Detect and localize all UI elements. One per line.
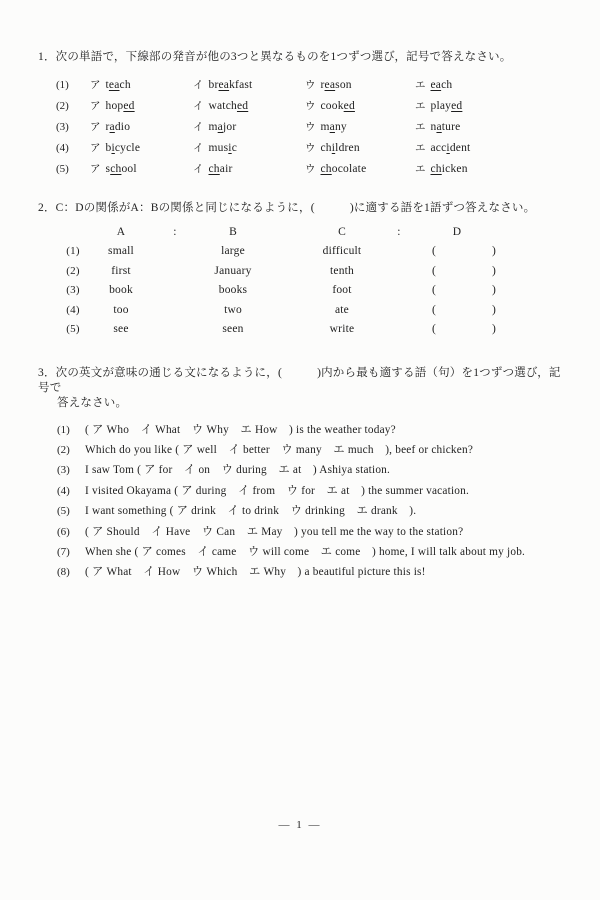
choice-item [38, 522, 562, 542]
word-b: seen [222, 323, 244, 335]
colon-spacer [152, 262, 198, 282]
option-word: nature [430, 121, 461, 133]
blank-open-paren: ( [432, 323, 437, 335]
answer-blank [412, 320, 502, 340]
option-kana: ア [90, 80, 101, 91]
underlined-letters: i [331, 142, 336, 154]
option-word: hoped [105, 100, 135, 112]
header-col-c: C [338, 226, 346, 238]
header-col-d: D [452, 226, 462, 238]
pronunciation-rows [38, 75, 562, 180]
item-number: (5) [57, 505, 70, 518]
spacer [268, 242, 298, 262]
item-number: (1) [57, 423, 70, 436]
option-word: major [208, 121, 237, 133]
choice-item [38, 460, 562, 480]
pronunciation-row [38, 75, 562, 96]
pronunciation-option [415, 159, 562, 180]
choice-sentence: When she ( ア comes イ came ウ will come エ come ) home, I will talk about my job. [85, 545, 526, 558]
header-col-b: B [229, 226, 237, 238]
item-number: (4) [66, 303, 80, 316]
spacer [268, 320, 298, 340]
section3-title-line1: 3．次の英文が意味の通じる文になるように，( )内から最も適する語（句）を1つずつ選び，記号で [38, 366, 561, 394]
option-word: breakfast [208, 79, 253, 91]
item-number: (6) [57, 525, 70, 538]
pronunciation-option [305, 75, 415, 96]
option-word: children [320, 142, 360, 154]
item-number: (7) [57, 545, 70, 558]
analogy-row [38, 262, 562, 282]
option-kana: ア [90, 101, 101, 112]
choice-item [38, 481, 562, 501]
word-a: too [113, 303, 129, 316]
colon-spacer [152, 320, 198, 340]
underlined-letters: ch [430, 163, 442, 175]
option-word: many [320, 121, 347, 133]
pronunciation-option [90, 159, 193, 180]
pronunciation-option [305, 159, 415, 180]
spacer [268, 281, 298, 301]
underlined-letters: i [228, 142, 232, 154]
word-c: foot [332, 284, 352, 296]
header-colon-2: : [397, 226, 401, 238]
pronunciation-option [193, 96, 305, 117]
pronunciation-row [38, 117, 562, 138]
underlined-letters: a [329, 121, 335, 133]
word-a: book [109, 284, 133, 296]
pronunciation-option [90, 117, 193, 138]
item-number: (2) [56, 100, 69, 112]
choice-sentence: ( ア What イ How ウ Which エ Why ) a beautiful picture this is! [85, 566, 426, 579]
page-number: — 1 — [278, 819, 322, 831]
underlined-letters: ea [430, 79, 442, 91]
blank-close-paren: ) [491, 245, 496, 257]
choice-sentence: ( ア Should イ Have ウ Can エ May ) you tell me the way to the station? [85, 525, 464, 538]
answer-blank [412, 281, 502, 301]
pronunciation-option [415, 117, 562, 138]
word-a: see [113, 323, 129, 335]
option-word: radio [105, 121, 131, 133]
header-colon-1: : [173, 226, 177, 238]
pronunciation-option [193, 159, 305, 180]
word-b: January [214, 264, 252, 277]
word-c: tenth [330, 264, 354, 277]
blank-close-paren: ) [491, 264, 496, 277]
option-kana: エ [415, 101, 426, 112]
underlined-letters: a [436, 121, 442, 133]
option-kana: エ [415, 143, 426, 154]
choice-sentence: I visited Okayama ( ア during イ from ウ for エ at ) the summer vacation. [85, 484, 469, 497]
section-analogy [38, 201, 562, 340]
option-kana: ウ [305, 101, 316, 112]
option-word: cooked [320, 100, 355, 112]
header-spacer [38, 222, 90, 242]
item-number: (2) [66, 264, 80, 277]
choice-sentence: I saw Tom ( ア for イ on ウ during エ at ) Ashiya station. [85, 464, 391, 477]
colon-spacer [152, 301, 198, 321]
answer-blank [412, 242, 502, 262]
underlined-letters: ed [343, 100, 355, 112]
option-kana: ウ [305, 143, 316, 154]
choice-sentence: Which do you like ( ア well イ better ウ many エ much ), beef or chicken? [85, 443, 474, 456]
underlined-letters: ed [123, 100, 135, 112]
underlined-letters: ed [451, 100, 463, 112]
header-col-a: A [116, 226, 126, 238]
colon-spacer [152, 281, 198, 301]
pronunciation-option [193, 138, 305, 159]
word-b: books [218, 284, 248, 296]
analogy-header-row [38, 222, 562, 242]
spacer [268, 301, 298, 321]
underlined-letters: ea [324, 79, 336, 91]
option-word: music [208, 142, 237, 154]
pronunciation-option [90, 75, 193, 96]
pronunciation-row [38, 96, 562, 117]
analogy-row [38, 320, 562, 340]
spacer [268, 262, 298, 282]
option-kana: ア [90, 164, 101, 175]
choice-item [38, 562, 562, 582]
pronunciation-option [415, 96, 562, 117]
answer-blank [412, 262, 502, 282]
pronunciation-option [193, 75, 305, 96]
colon-spacer-2 [386, 320, 412, 340]
pronunciation-row [38, 138, 562, 159]
option-word: accident [430, 142, 471, 154]
choice-item [38, 440, 562, 460]
blank-open-paren: ( [432, 245, 437, 257]
option-kana: ア [90, 122, 101, 133]
underlined-letters: a [109, 121, 115, 133]
word-c: difficult [322, 245, 362, 257]
item-number: (2) [57, 443, 70, 456]
pronunciation-option [305, 96, 415, 117]
underlined-letters: ch [320, 163, 332, 175]
section1-title: 1．次の単語で，下線部の発音が他の3つと異なるものを1つずつ選び，記号で答えなさい。 [38, 51, 512, 63]
option-word: watched [208, 100, 249, 112]
choice-item [38, 501, 562, 521]
pronunciation-option [305, 138, 415, 159]
underlined-letters: ch [208, 163, 220, 175]
section3-title-line2: 答えなさい。 [57, 396, 128, 409]
underlined-letters: ch [110, 163, 122, 175]
item-number: (5) [66, 323, 80, 335]
colon-spacer [152, 242, 198, 262]
option-word: teach [105, 79, 131, 91]
item-number: (3) [66, 284, 80, 296]
pronunciation-option [415, 75, 562, 96]
item-number: (4) [56, 142, 69, 154]
underlined-letters: ed [236, 100, 249, 112]
option-kana: イ [193, 101, 204, 112]
item-number: (3) [57, 464, 70, 477]
section-pronunciation [38, 50, 562, 180]
item-number: (1) [56, 79, 69, 91]
analogy-row [38, 301, 562, 321]
underlined-letters: a [217, 121, 223, 133]
word-a: small [108, 245, 134, 257]
blank-close-paren: ) [491, 323, 496, 335]
option-word: each [430, 79, 453, 91]
choice-item [38, 542, 562, 562]
blank-close-paren: ) [491, 303, 496, 316]
pronunciation-option [90, 96, 193, 117]
colon-spacer-2 [386, 281, 412, 301]
choice-items [38, 420, 562, 583]
word-b: two [224, 303, 242, 316]
analogy-table [38, 222, 562, 340]
underlined-letters: ea [108, 79, 120, 91]
option-kana: ア [90, 143, 101, 154]
option-kana: イ [193, 164, 204, 175]
word-a: first [111, 264, 131, 277]
colon-spacer-2 [386, 262, 412, 282]
pronunciation-option [305, 117, 415, 138]
underlined-letters: ea [218, 79, 230, 91]
answer-blank [412, 301, 502, 321]
analogy-rows [38, 242, 562, 340]
choice-item [38, 420, 562, 440]
item-number: (8) [57, 566, 70, 579]
header-spacer-2 [268, 222, 298, 242]
option-kana: エ [415, 80, 426, 91]
option-kana: イ [193, 122, 204, 133]
option-word: chocolate [320, 163, 367, 175]
underlined-letters: i [446, 142, 450, 154]
item-number: (5) [56, 163, 69, 175]
word-c: ate [334, 303, 349, 316]
option-kana: ウ [305, 122, 316, 133]
pronunciation-option [193, 117, 305, 138]
option-word: school [105, 163, 137, 175]
section2-title: 2．C：Dの関係がA：Bの関係と同じになるように，( )に適する語を1語ずつ答えなさい。 [38, 202, 536, 214]
blank-open-paren: ( [432, 284, 437, 296]
option-word: bicycle [105, 142, 141, 154]
item-number: (1) [66, 245, 80, 257]
analogy-row [38, 242, 562, 262]
blank-close-paren: ) [491, 284, 496, 296]
option-kana: ウ [305, 80, 316, 91]
word-b: large [221, 245, 245, 257]
colon-spacer-2 [386, 301, 412, 321]
choice-sentence: ( ア Who イ What ウ Why エ How ) is the weather today? [85, 423, 396, 436]
blank-open-paren: ( [432, 303, 437, 316]
item-number: (4) [57, 484, 70, 497]
blank-open-paren: ( [432, 264, 437, 277]
item-number: (3) [56, 121, 69, 133]
choice-sentence: I want something ( ア drink イ to drink ウ drinking エ drank ). [85, 505, 417, 518]
option-kana: エ [415, 164, 426, 175]
option-word: chicken [430, 163, 468, 175]
option-word: reason [320, 79, 352, 91]
option-kana: イ [193, 80, 204, 91]
section-multiple-choice [38, 366, 562, 583]
underlined-letters: i [111, 142, 115, 154]
option-word: chair [208, 163, 233, 175]
option-kana: ウ [305, 164, 316, 175]
colon-spacer-2 [386, 242, 412, 262]
word-c: write [329, 323, 355, 335]
option-word: played [430, 100, 463, 112]
pronunciation-row [38, 159, 562, 180]
option-kana: エ [415, 122, 426, 133]
pronunciation-option [90, 138, 193, 159]
analogy-row [38, 281, 562, 301]
option-kana: イ [193, 143, 204, 154]
pronunciation-option [415, 138, 562, 159]
